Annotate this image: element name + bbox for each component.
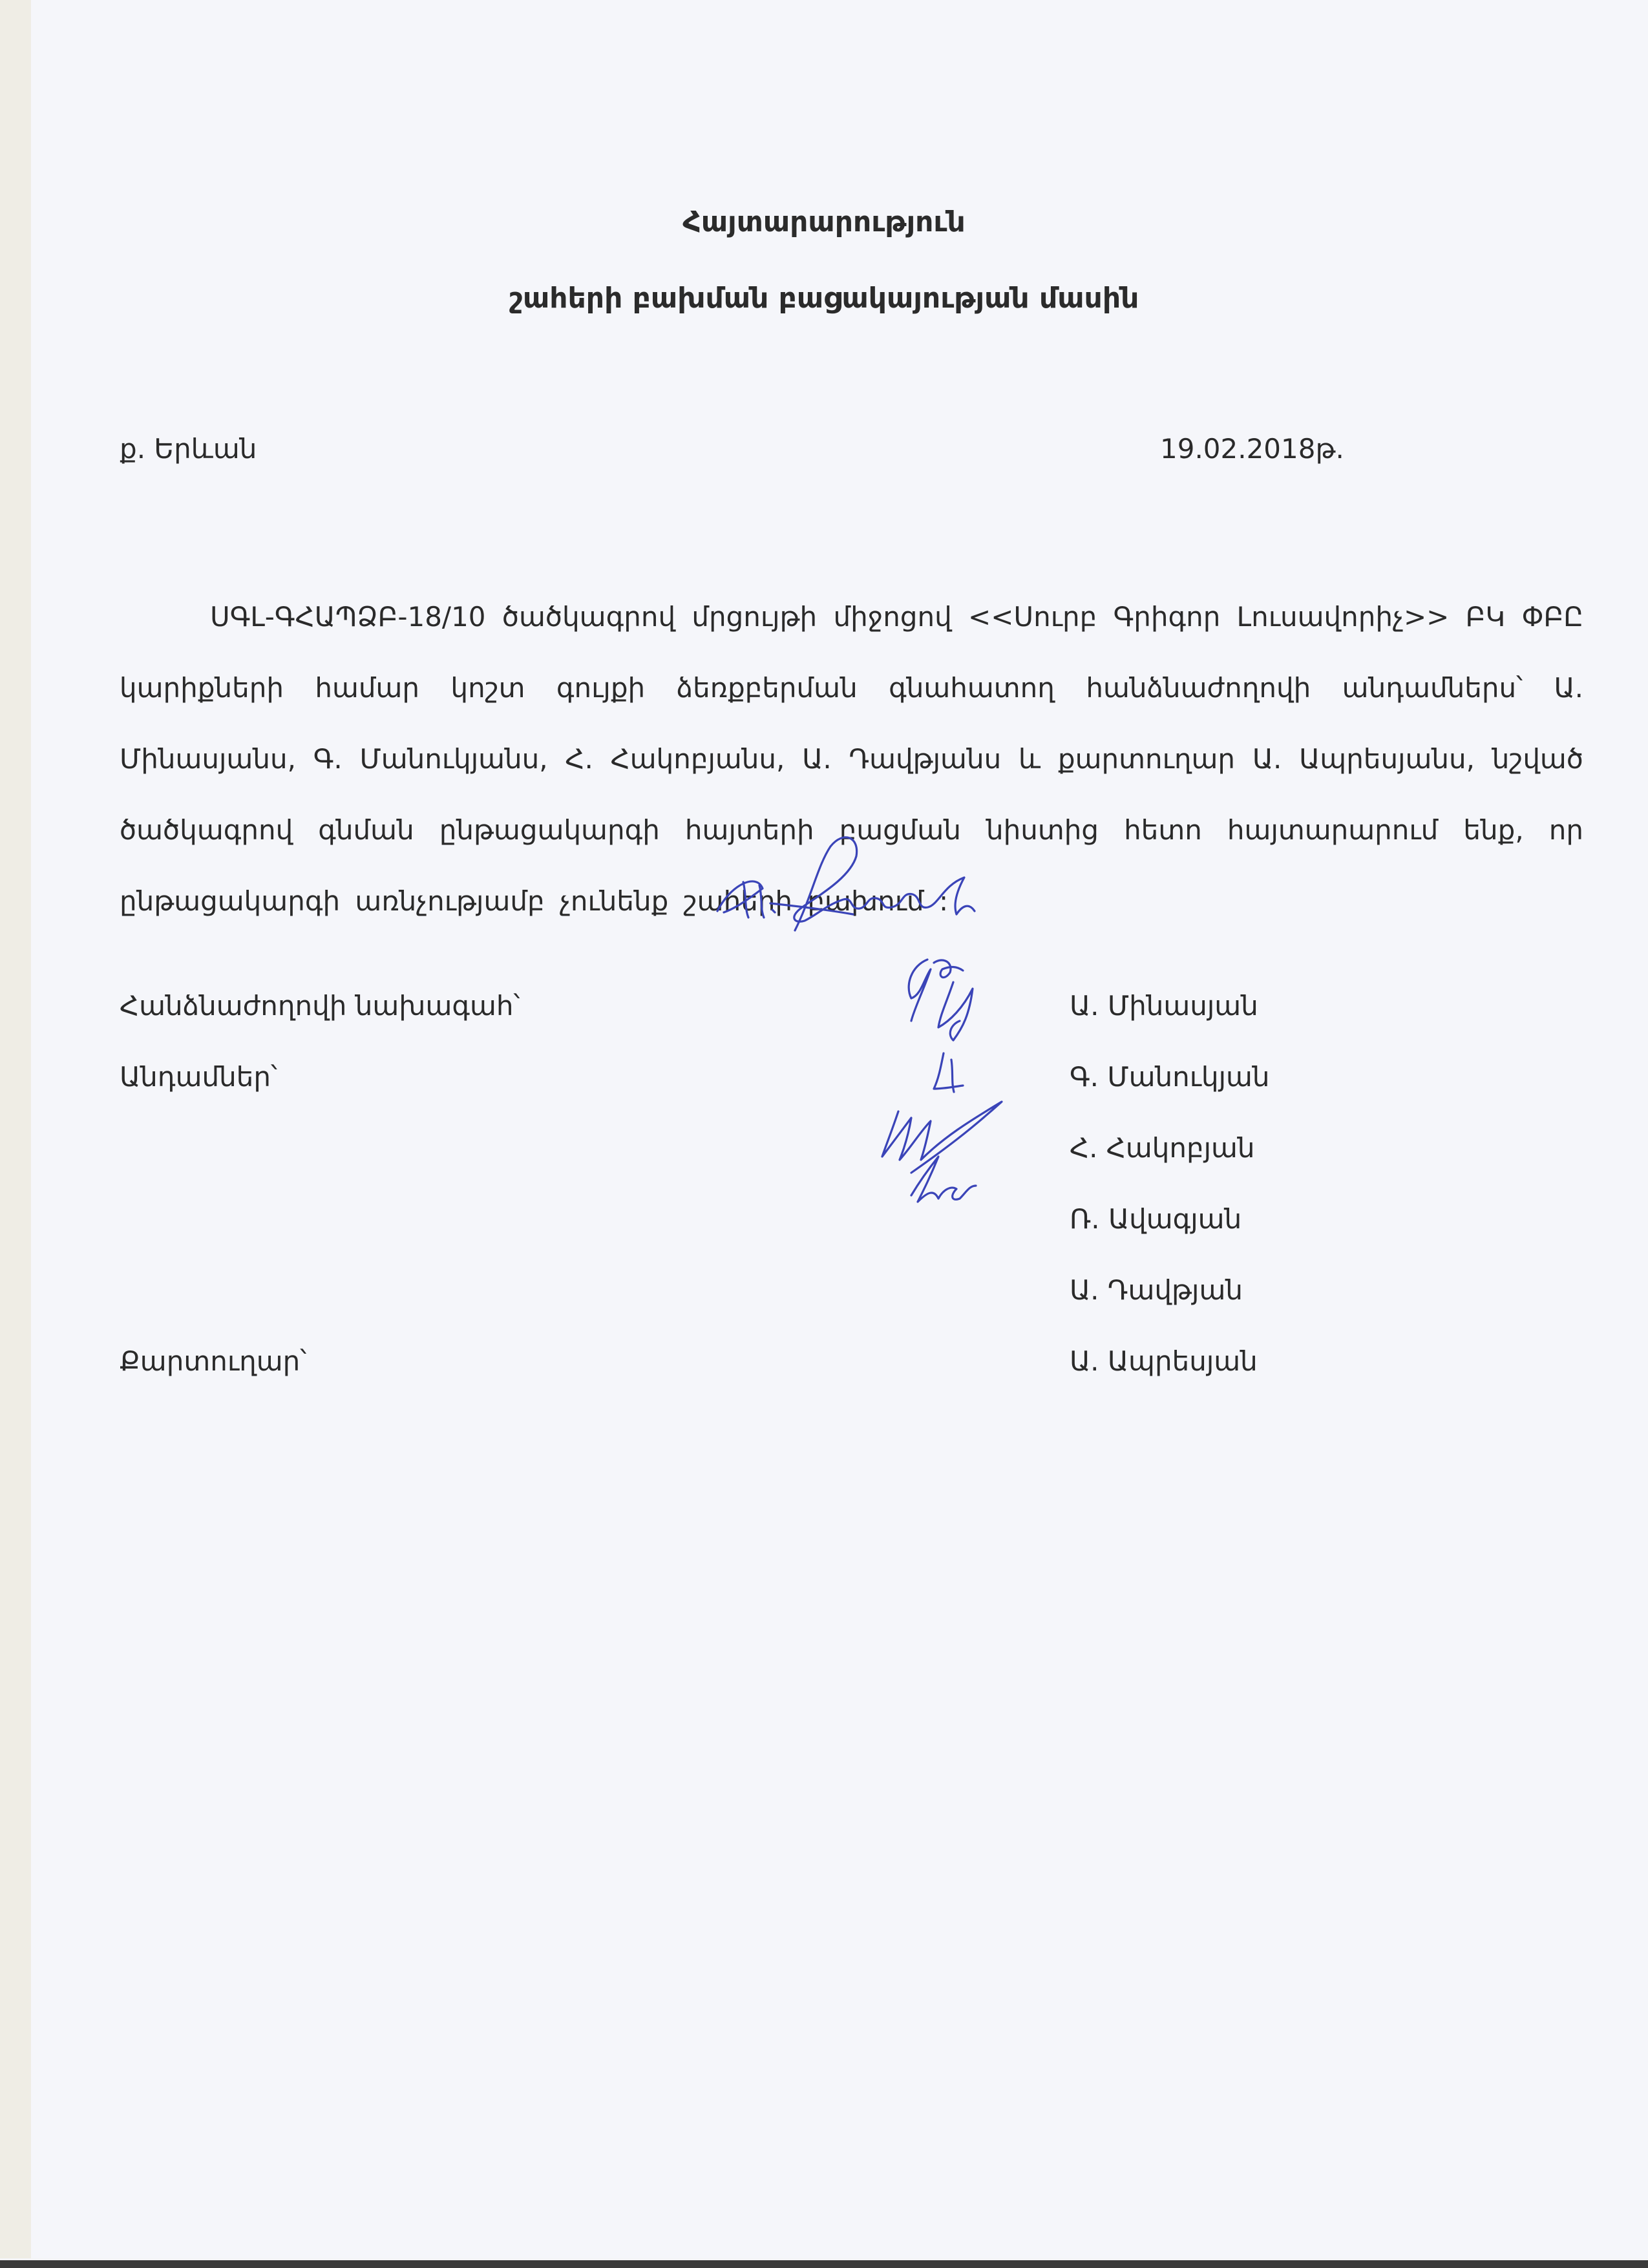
signatory-name: Հ. Հակոբյան (1070, 1132, 1255, 1164)
signatory-name: Ռ. Ավագյան (1070, 1203, 1242, 1235)
date: 19.02.2018թ. (1160, 433, 1344, 465)
scan-bottom-edge (0, 2260, 1648, 2268)
signatory-name: Ա. Դավթյան (1070, 1274, 1243, 1306)
members-label: Անդամներ՝ (120, 1061, 278, 1093)
scan-border (0, 0, 31, 2258)
body-paragraph: ՍԳԼ-ԳՀԱՊՁԲ-18/10 ծածկագրով մրցույթի միջոցով <<Սուրբ Գրիգոր Լուսավորիչ>> ԲԿ ՓԲԸ կարիքների համար կոշտ գույքի ձեռքբերման գնահատող հանձնաժողովի անդամներս՝ Ա. Մինասյանս, Գ. Մանուկյանս, Հ. Հակոբյանս, Ա. Դավթյանս և քարտուղար Ա. Ապրեսյանս, նշված ծածկագրով գնման ընթացակարգի հայտերի բացման նիստից հետո հայտարարում ենք, որ ընթացակարգի առնչությամբ չունենք շահերի բախում : (120, 601, 1583, 917)
document-page (31, 0, 1648, 2258)
secretary-label: Քարտուղար՝ (120, 1345, 307, 1377)
signatory-name: Ա. Ապրեսյան (1070, 1345, 1258, 1377)
document-title: Հայտարարություն (682, 205, 966, 238)
chair-label: Հանձնաժողովի նախագահ՝ (120, 990, 520, 1022)
signatory-name: Ա. Մինասյան (1070, 990, 1258, 1022)
document-subtitle: շահերի բախման բացակայության մասին (509, 282, 1139, 315)
city: ք. Երևան (120, 433, 257, 465)
signatory-name: Գ. Մանուկյան (1070, 1061, 1270, 1093)
